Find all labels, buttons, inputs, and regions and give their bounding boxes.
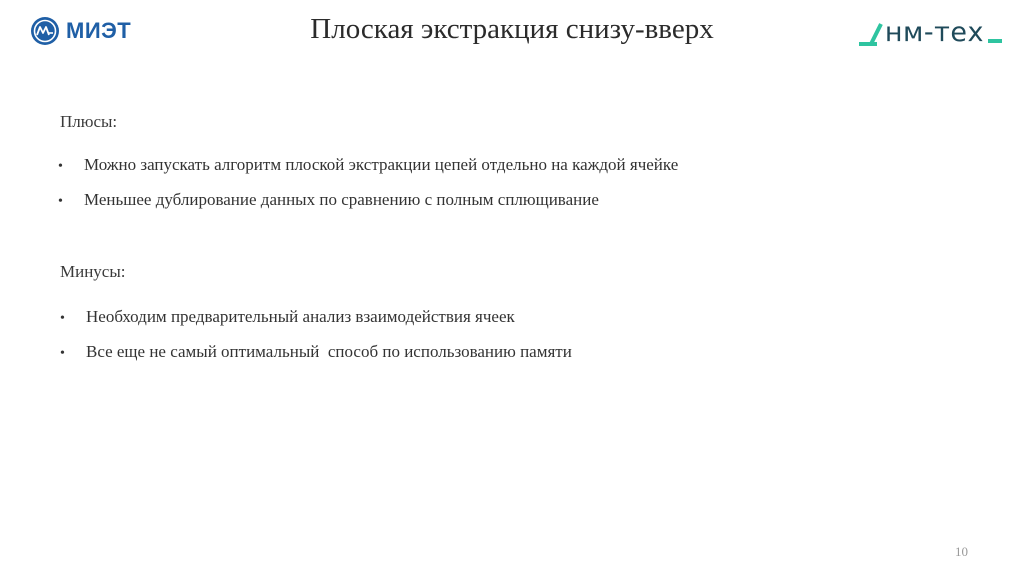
- list-item-text: Необходим предварительный анализ взаимодействия ячеек: [86, 307, 515, 326]
- list-item: [58, 342, 572, 377]
- page-number: 10: [955, 544, 968, 559]
- list-item-text: Можно запускать алгоритм плоской экстракции цепей отдельно на каждой ячейке: [84, 155, 679, 174]
- bullet-icon: •: [60, 311, 65, 326]
- list-item: [56, 155, 678, 190]
- bullet-icon: •: [58, 194, 63, 209]
- nmtex-logo-text: нм-тех: [884, 17, 984, 48]
- nmtex-logo: [857, 16, 1002, 46]
- list-item: [56, 190, 678, 225]
- list-item-text: Меньшее дублирование данных по сравнению с полным сплющивание: [84, 190, 599, 209]
- pros-heading: Плюсы:: [60, 112, 118, 131]
- bullet-icon: •: [60, 346, 65, 361]
- nmtex-underscore-icon: [988, 39, 1002, 43]
- bullet-icon: •: [58, 159, 63, 174]
- miet-logo-text: МИЭТ: [66, 18, 132, 43]
- cons-list: [58, 307, 572, 377]
- nmtex-slash-icon: [857, 20, 883, 46]
- cons-heading: Минусы:: [60, 262, 126, 281]
- list-item-text: Все еще не самый оптимальный способ по использованию памяти: [86, 342, 572, 361]
- list-item: [58, 307, 572, 342]
- pros-list: [56, 155, 678, 225]
- slide-title: Плоская экстракция снизу-вверх: [310, 13, 714, 45]
